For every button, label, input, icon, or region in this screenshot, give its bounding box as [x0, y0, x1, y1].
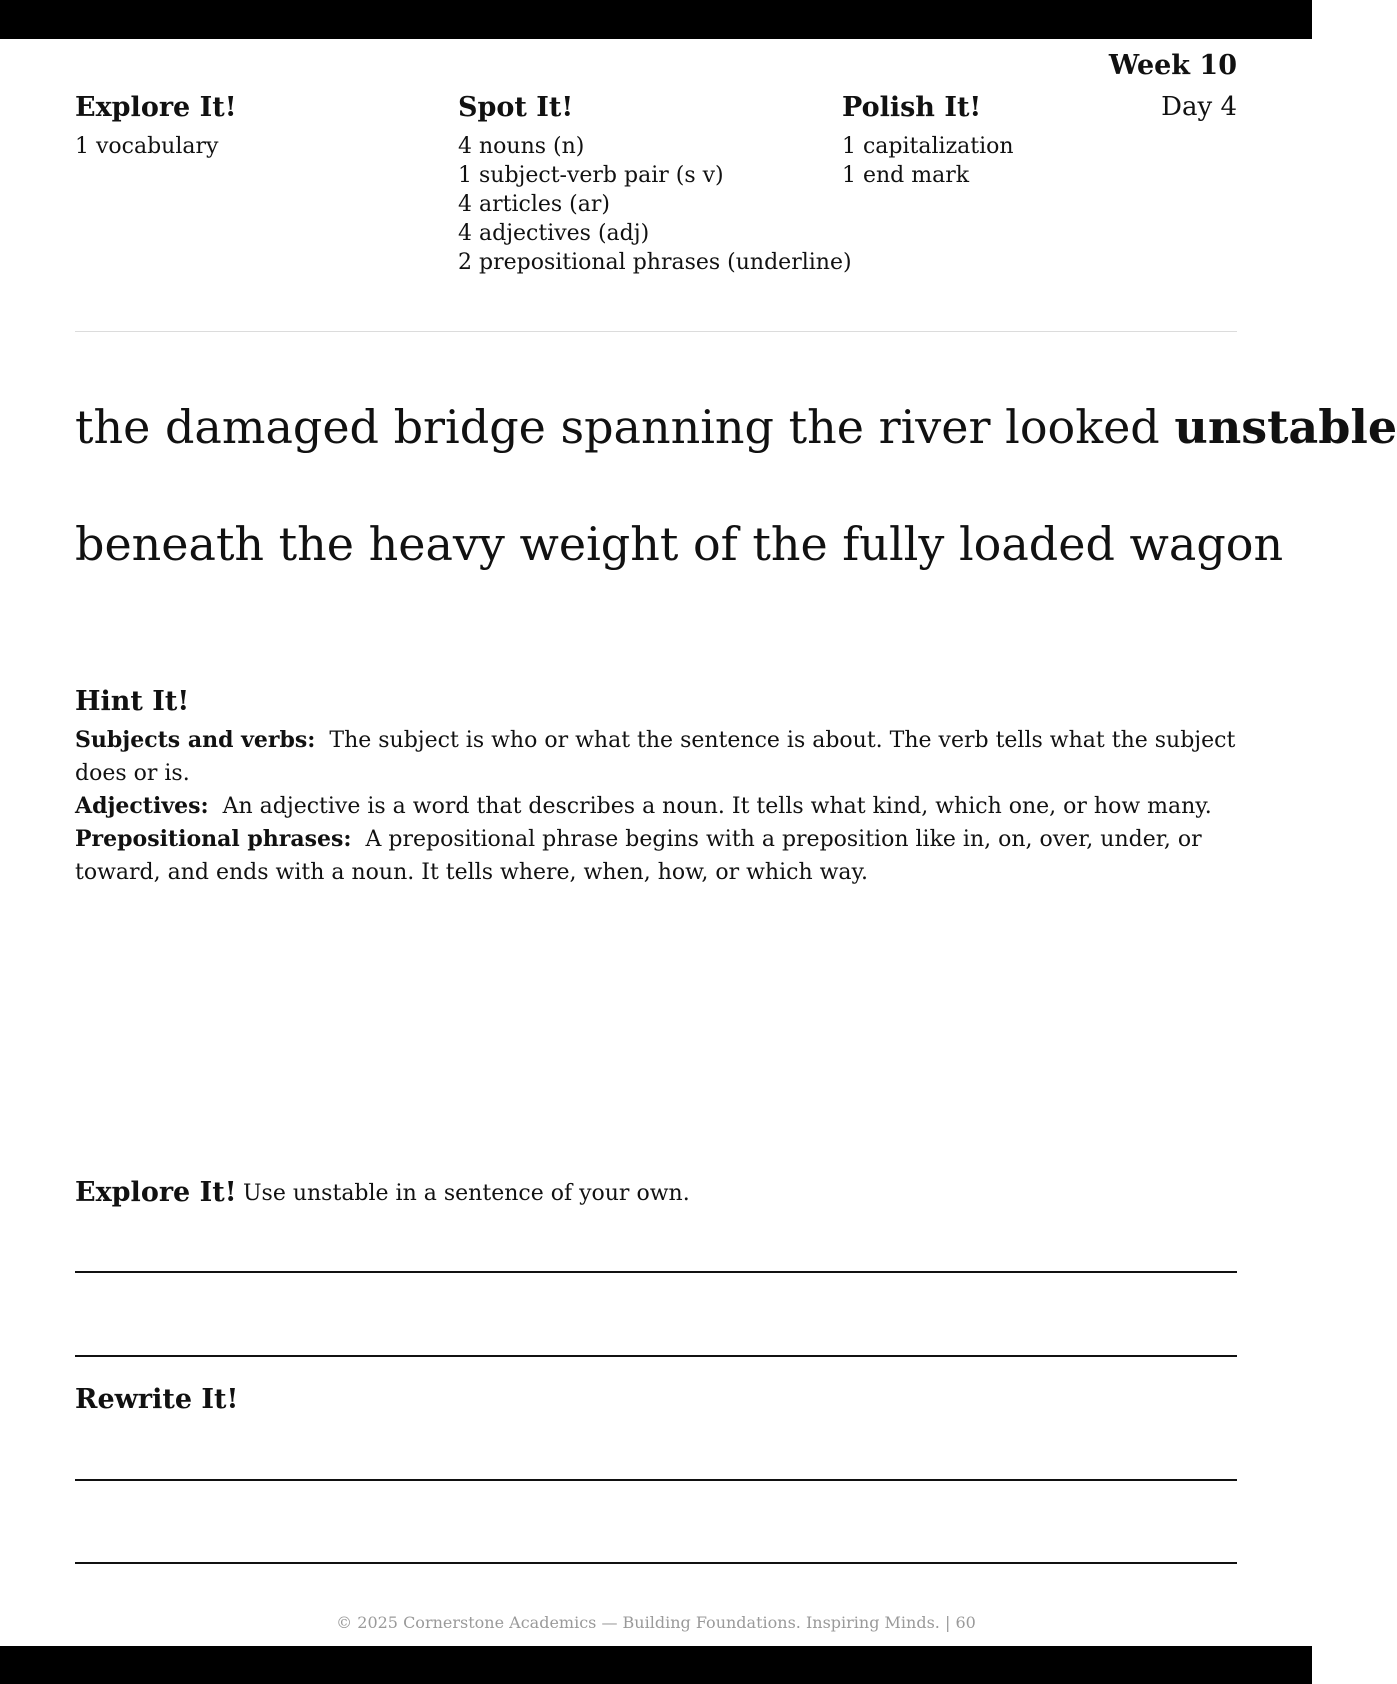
hint-text: An adjective is a word that describes a noun. It tells what kind, which one, or how many.: [222, 794, 1212, 819]
explore-section-prompt: Use unstable in a sentence of your own.: [243, 1181, 690, 1206]
section-divider: [75, 331, 1237, 332]
hint-row: [75, 823, 1245, 889]
writing-line[interactable]: [75, 1355, 1237, 1357]
vocabulary-word: unstable: [1174, 400, 1397, 454]
hint-label: Prepositional phrases:: [75, 826, 352, 852]
spot-item: 1 subject-verb pair (s v): [458, 163, 724, 188]
spot-column: [458, 90, 852, 277]
hint-row: [75, 790, 1245, 823]
hint-text: The subject is who or what the sentence is about. The verb tells what the subject does or is.: [75, 728, 1236, 786]
footer-text: © 2025 Cornerstone Academics — Building Foundations. Inspiring Minds. | 60: [336, 1613, 976, 1632]
sentence-line-1: [75, 399, 1397, 455]
writing-line[interactable]: [75, 1562, 1237, 1564]
hint-list: [75, 724, 1245, 889]
explore-column-title: Explore It!: [75, 92, 237, 123]
top-black-bar: [0, 0, 1312, 39]
explore-column: [75, 90, 237, 161]
spot-item: 4 adjectives (adj): [458, 221, 650, 246]
spot-item: 2 prepositional phrases (underline): [458, 250, 852, 275]
spot-column-title: Spot It!: [458, 92, 574, 123]
bottom-black-bar: [0, 1646, 1312, 1684]
day-label: Day 4: [1161, 92, 1237, 122]
polish-column: [842, 90, 1014, 190]
polish-column-title: Polish It!: [842, 92, 982, 123]
hint-title: Hint It!: [75, 686, 190, 717]
explore-section-label: Explore It!: [75, 1177, 237, 1208]
hint-label: Adjectives:: [75, 793, 209, 819]
writing-line[interactable]: [75, 1271, 1237, 1273]
sentence-text: the damaged bridge spanning the river looked: [75, 400, 1175, 454]
spot-item: 4 articles (ar): [458, 192, 610, 217]
hint-label: Subjects and verbs:: [75, 727, 316, 753]
week-label: Week 10: [1108, 50, 1237, 81]
hint-text: A prepositional phrase begins with a preposition like in, on, over, under, or toward, and ends with a noun. It tells where, when, how, or which way.: [75, 827, 1202, 885]
explore-item: 1 vocabulary: [75, 134, 219, 159]
rewrite-section-label: Rewrite It!: [75, 1384, 239, 1415]
hint-row: [75, 724, 1245, 790]
writing-line[interactable]: [75, 1479, 1237, 1481]
polish-item: 1 capitalization: [842, 134, 1014, 159]
spot-item: 4 nouns (n): [458, 134, 585, 159]
polish-item: 1 end mark: [842, 163, 970, 188]
sentence-line-2: beneath the heavy weight of the fully loaded wagon: [75, 517, 1284, 571]
